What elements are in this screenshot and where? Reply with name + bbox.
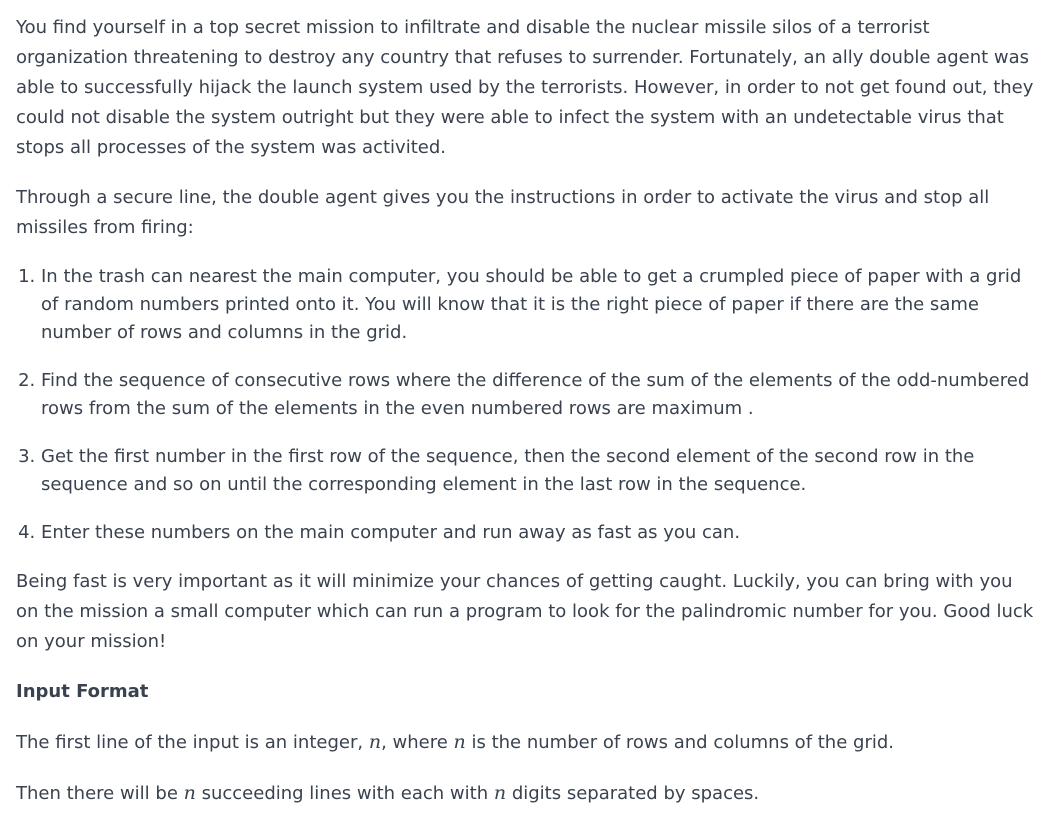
input-format-line-1-text-c: is the number of rows and columns of the grid. [465,732,894,753]
instructions-list [16,263,1035,547]
input-format-heading: Input Format [16,681,149,702]
math-variable-n: n [183,782,196,804]
input-format-line-2-text-b: succeeding lines with each with [195,783,494,804]
outro-paragraph: Being fast is very important as it will minimize your chances of getting caught. Luckily, you can bring with you on the mission a small computer which can run a program to look for the palindromic number for you. Good luck on your mission! [16,571,1034,652]
math-variable-n: n [453,731,466,753]
math-variable-n: n [368,731,382,753]
instruction-item-4: 4. Enter these numbers on the main computer and run away as fast as you can. [41,519,1035,547]
intro-paragraph: You find yourself in a top secret mission to infiltrate and disable the nuclear missile silos of a terrorist organization threatening to destroy any country that refuses to surrender. Fortunately, an ally double agent was able to successfully hijack the launch system used by the terrorists. However, in order to not get found out, they could not disable the system outright but they were able to infect the system with an undetectable virus that stops all processes of the system was activited. [16,17,1034,158]
instruction-item-2: 2. Find the sequence of consecutive rows where the difference of the sum of the elements of the odd-numbered rows from the sum of the elements in the even numbered rows are maximum . [41,367,1035,423]
input-format-line-1 [16,727,1035,758]
input-format-line-2-text-c: digits separated by spaces. [506,783,760,804]
instructions-intro-paragraph: Through a secure line, the double agent gives you the instructions in order to activate the virus and stop all missiles from firing: [16,187,990,238]
math-variable-n: n [493,782,507,804]
input-format-line-2-text-a: Then there will be [16,783,184,804]
input-format-line-2 [16,778,1035,809]
input-format-line-1-text-a: The first line of the input is an integer, [16,732,369,753]
instruction-item-3: 3. Get the first number in the first row of the sequence, then the second element of the second row in the sequence and so on until the corresponding element in the last row in the sequence. [41,443,1035,499]
instruction-item-1: 1. In the trash can nearest the main computer, you should be able to get a crumpled piece of paper with a grid of random numbers printed onto it. You will know that it is the right piece of paper if there are the same number of rows and columns in the grid. [41,263,1035,347]
input-format-line-1-text-b: , where [381,732,454,753]
